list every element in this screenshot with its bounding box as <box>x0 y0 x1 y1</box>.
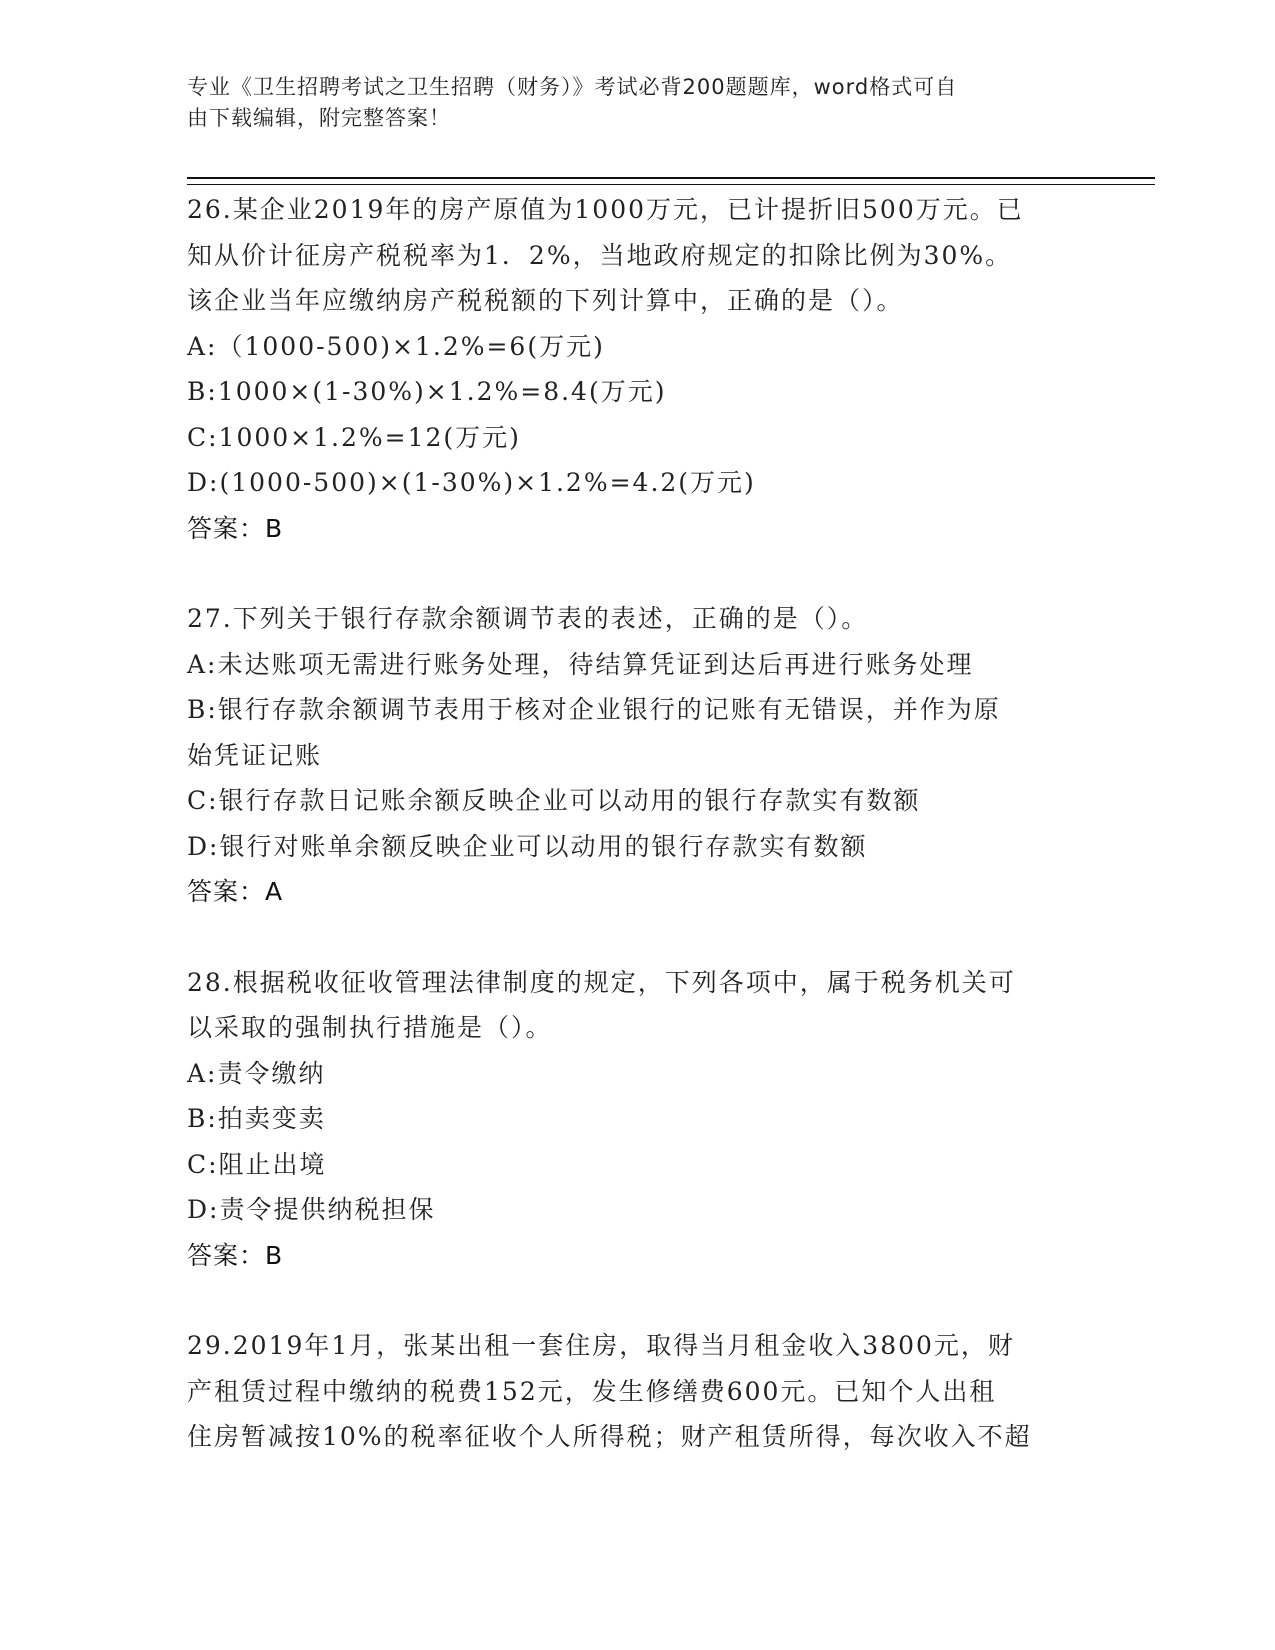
option-c: C:1000×1.2%=12(万元) <box>187 422 521 452</box>
option-d: D:(1000-500)×(1-30%)×1.2%=4.2(万元) <box>187 468 756 497</box>
question-text-line: 住房暂减按10%的税率征收个人所得税；财产租赁所得，每次收入不超 <box>187 1422 1032 1451</box>
question-text-line: 知从价计征房产税税率为1．2%，当地政府规定的扣除比例为30%。 <box>187 240 1013 270</box>
question-28 <box>187 960 1087 1279</box>
option-d: D:责令提供纳税担保 <box>187 1195 436 1224</box>
question-text-line: 26.某企业2019年的房产原值为1000万元，已计提折旧500万元。已 <box>187 195 1024 224</box>
option-a: A:（1000-500)×1.2%=6(万元) <box>187 331 605 361</box>
question-text-line: 以采取的强制执行措施是（）。 <box>187 1013 553 1042</box>
header-line-1: 专业《卫生招聘考试之卫生招聘（财务）》考试必背200题题库，word格式可自 <box>187 75 958 99</box>
header-rule-thick <box>187 177 1155 179</box>
option-b: B:银行存款余额调节表用于核对企业银行的记账有无错误，并作为原 <box>187 695 1001 724</box>
answer: 答案：B <box>187 513 284 543</box>
question-29 <box>187 1323 1087 1460</box>
option-d: D:银行对账单余额反映企业可以动用的银行存款实有数额 <box>187 831 868 861</box>
question-27 <box>187 596 1087 915</box>
question-text-line: 29.2019年1月，张某出租一套住房，取得当月租金收入3800元，财 <box>187 1331 1015 1360</box>
question-text-line: 28.根据税收征收管理法律制度的规定，下列各项中，属于税务机关可 <box>187 967 1016 997</box>
question-list <box>187 187 1087 1460</box>
spacer <box>187 915 1087 960</box>
option-a: A:未达账项无需进行账务处理，待结算凭证到达后再进行账务处理 <box>187 649 974 679</box>
question-text-line: 产租赁过程中缴纳的税费152元，发生修缮费600元。已知个人出租 <box>187 1376 997 1406</box>
spacer <box>187 551 1087 596</box>
question-text-line: 该企业当年应缴纳房产税税额的下列计算中，正确的是（）。 <box>187 286 904 315</box>
option-a: A:责令缴纳 <box>187 1058 326 1088</box>
option-b: B:1000×(1-30%)×1.2%=8.4(万元) <box>187 377 667 406</box>
header-line-2: 由下载编辑，附完整答案！ <box>187 106 451 130</box>
option-c: C:银行存款日记账余额反映企业可以动用的银行存款实有数额 <box>187 786 921 815</box>
question-text-line: 27.下列关于银行存款余额调节表的表述，正确的是（）。 <box>187 604 869 633</box>
option-b: B:拍卖变卖 <box>187 1104 326 1133</box>
header-rule-thin <box>187 184 1155 185</box>
option-c: C:阻止出境 <box>187 1149 327 1179</box>
answer: 答案：B <box>187 1240 284 1270</box>
spacer <box>187 1278 1087 1323</box>
question-26 <box>187 187 1087 551</box>
document-header <box>187 72 1067 134</box>
answer: 答案：A <box>187 877 284 906</box>
option-b-continued: 始凭证记账 <box>187 740 323 770</box>
